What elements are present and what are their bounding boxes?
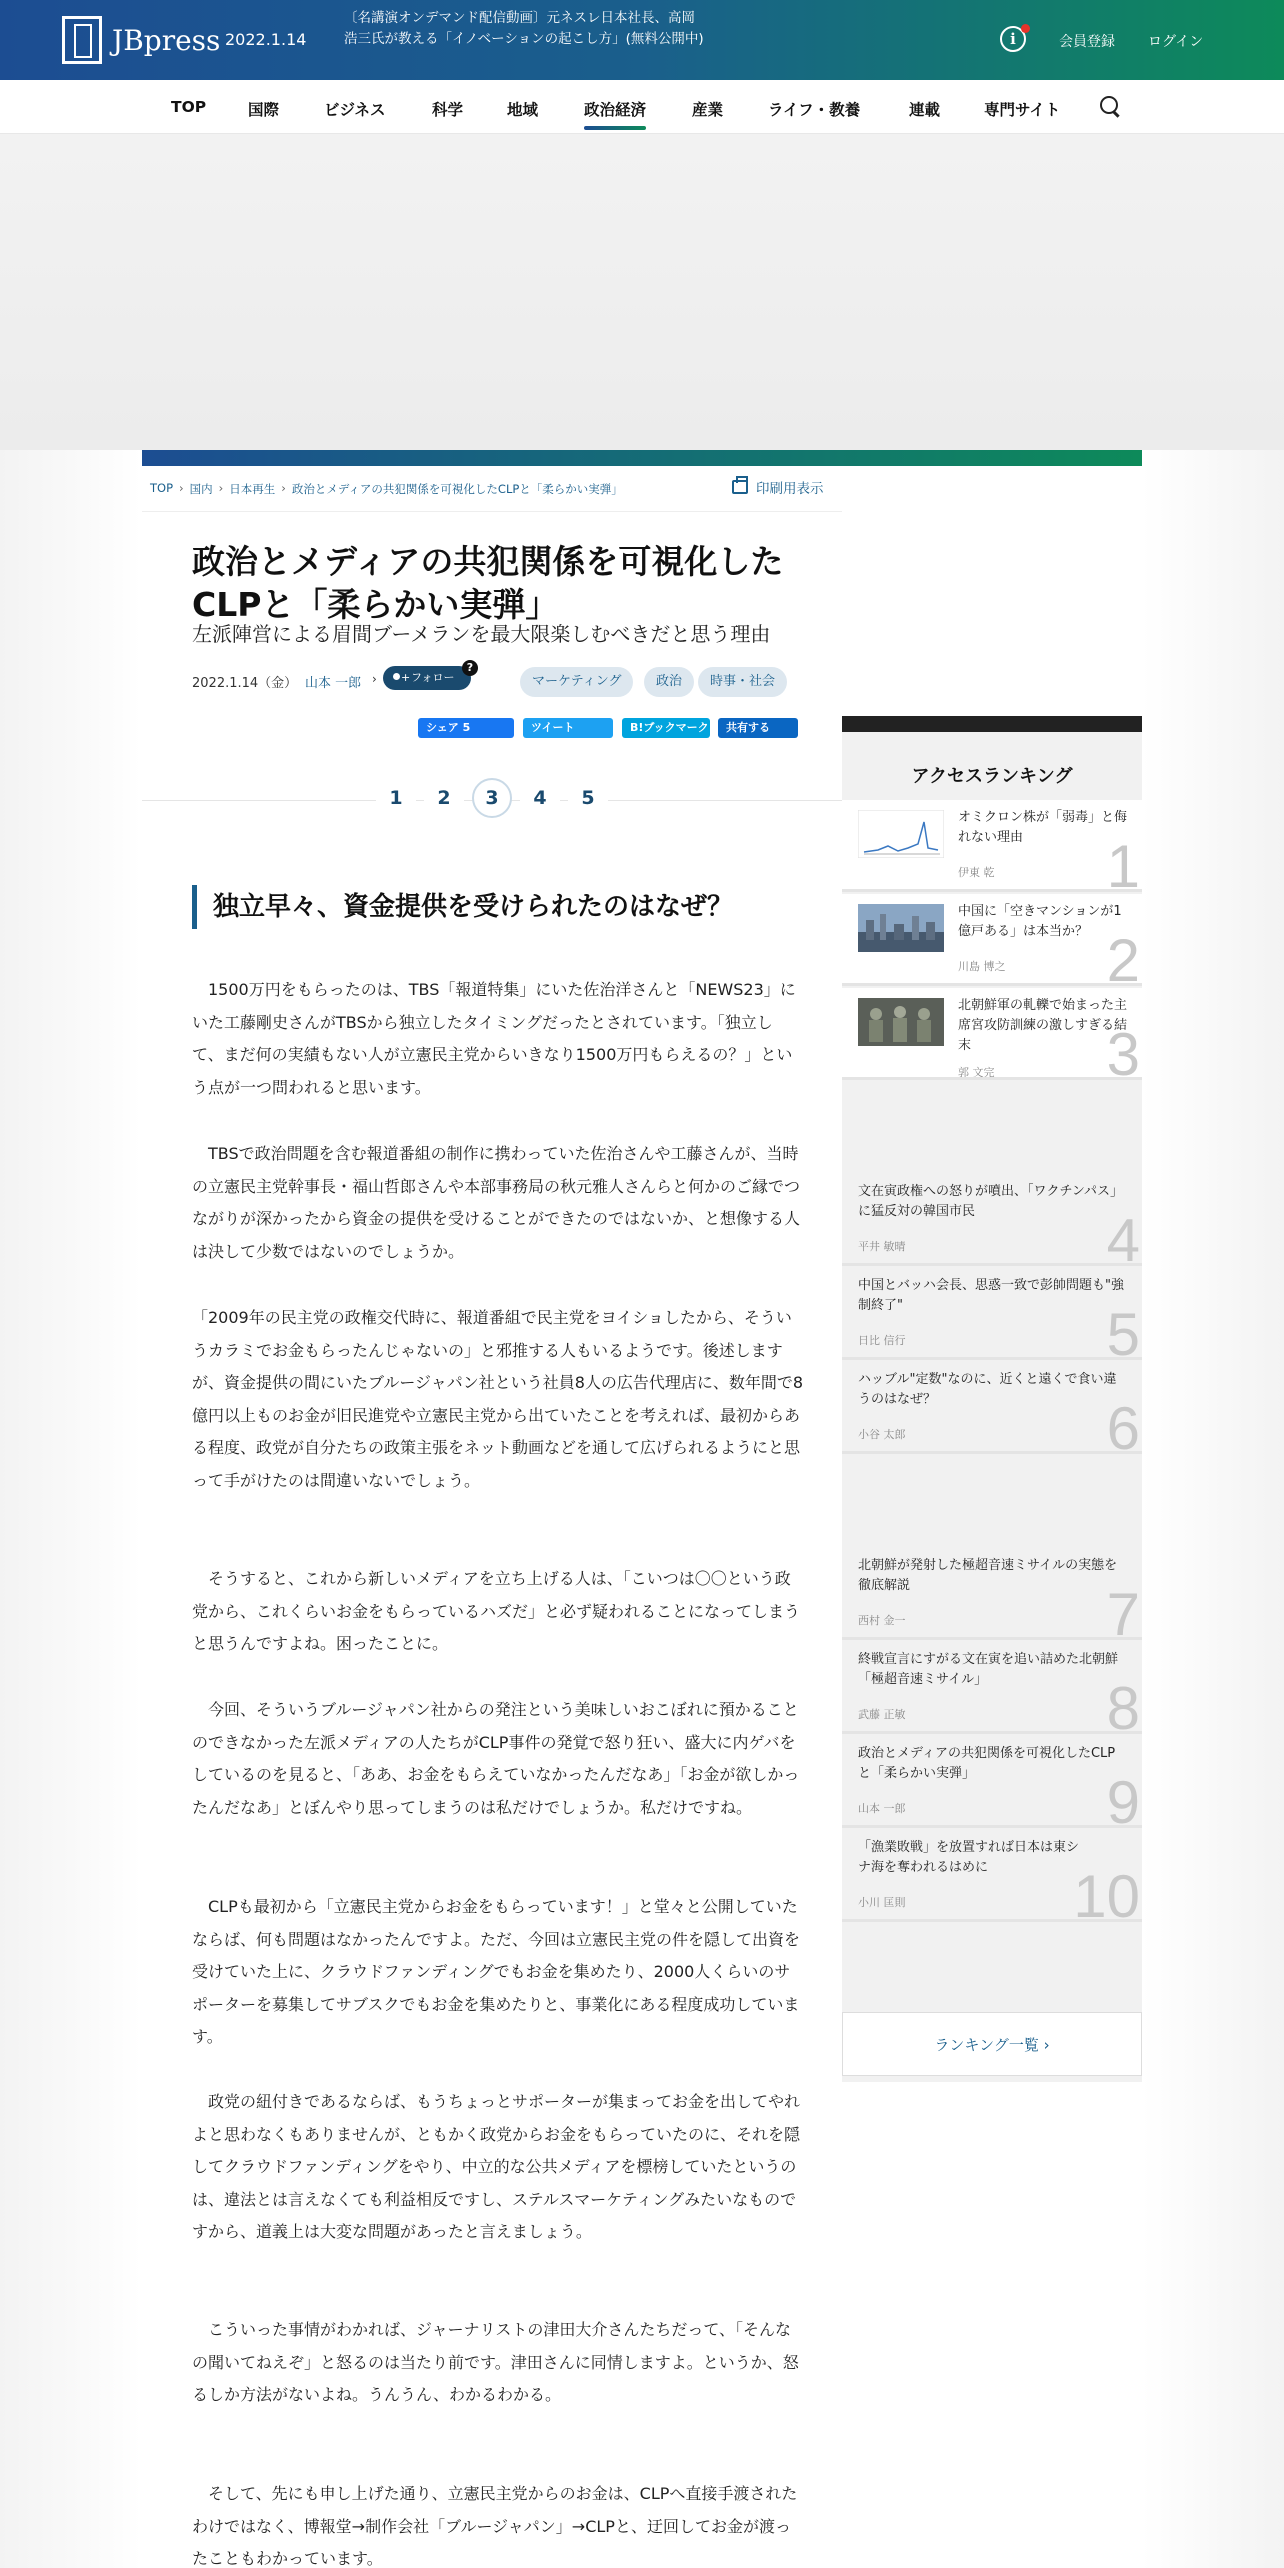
soldiers-thumbnail-icon: [858, 998, 944, 1046]
share-twitter-button[interactable]: ツイート: [523, 718, 613, 738]
ranking-number: 6: [1106, 1395, 1140, 1454]
ranking-item-title: 終戦宣言にすがる文在寅を追い詰めた北朝鮮「極超音速ミサイル」: [858, 1652, 1119, 1687]
breadcrumb: [150, 481, 623, 497]
ranking-item-title: 北朝鮮が発射した極超音速ミサイルの実態を徹底解説: [858, 1558, 1118, 1593]
ranking-number: 1: [1106, 833, 1140, 892]
ranking-item[interactable]: [842, 1736, 1142, 1828]
article-date: 2022.1.14（金）: [192, 676, 298, 691]
access-ranking-sidebar: [842, 716, 1142, 2082]
info-icon[interactable]: i: [1000, 26, 1026, 52]
logo-mark-icon: [62, 16, 102, 64]
article-paragraph: 1500万円をもらったのは、TBS「報道特集」にいた佐治洋さんと「NEWS23」にいた工藤剛史さんがTBSから独立したタイミングだったとされています。「独立して、まだ何の実績もない人が立憲民主党からいきなり1500万円もらえるの？」という点が一つ問われると思います。: [192, 980, 796, 1097]
article-paragraph: 政党の紐付きであるならば、もうちょっとサポーターが集まってお金を出してやれよと思わなくもありませんが、ともかく政党からお金をもらっていたのに、それを隠してクラウドファンディングをやり、中立的な公共メディアを標榜していたというのは、違法とは言えなくても利益相反ですし、ステルスマーケティングみたいなものですから、道義上は大変な問題があったと言えましょう。: [192, 2092, 801, 2241]
breadcrumb-top[interactable]: TOP: [150, 481, 174, 495]
ranking-list-link[interactable]: ランキング一覧 ›: [842, 2012, 1142, 2076]
share-linkedin-button[interactable]: 共有する: [718, 718, 798, 738]
ad-banner-area: [0, 134, 1284, 450]
follow-label: フォロー: [411, 671, 455, 684]
ranking-item-title: 北朝鮮軍の軋轢で始まった主席宮攻防訓練の激しすぎる結末: [958, 998, 1128, 1053]
login-link[interactable]: ログイン: [1148, 34, 1204, 50]
nav-item-business[interactable]: ビジネス: [324, 101, 386, 119]
page-link-3-current[interactable]: 3: [472, 778, 512, 818]
tag-marketing[interactable]: マーケティング: [520, 667, 633, 697]
ranking-number: 3: [1106, 1021, 1140, 1080]
ranking-item-title: ハッブル"定数"なのに、近くと遠くで食い違うのはなぜ？: [858, 1372, 1117, 1407]
site-logo[interactable]: [62, 16, 220, 64]
breadcrumb-domestic[interactable]: 国内: [189, 482, 213, 496]
breadcrumb-separator-icon: ›: [218, 481, 224, 495]
ranking-item[interactable]: [842, 1268, 1142, 1360]
ranking-item-author: 武藤 正敏: [858, 1708, 906, 1721]
chart-thumbnail-icon: [858, 810, 944, 858]
print-label: 印刷用表示: [756, 481, 824, 497]
breadcrumb-separator-icon: ›: [281, 481, 286, 495]
share-facebook-button[interactable]: シェア 5: [418, 718, 514, 738]
article-paragraph: そうすると、これから新しいメディアを立ち上げる人は、「こいつは〇〇という政党から、これくらいお金をもらっているハズだ」と必ず疑われることになってしまうと思うんですよね。困ったことに。: [192, 1569, 801, 1653]
ranking-item-author: 川島 博之: [958, 960, 1006, 973]
nav-item-international[interactable]: 国際: [248, 101, 280, 119]
nav-item-science[interactable]: 科学: [432, 101, 464, 119]
print-button[interactable]: [732, 477, 824, 497]
section-color-bar: [142, 450, 1142, 466]
ranking-item-author: 山本 一郎: [858, 1802, 906, 1815]
tag-politics[interactable]: 政治: [644, 667, 694, 697]
share-hatena-button[interactable]: B!ブックマーク: [622, 718, 710, 738]
ranking-item-author: 小谷 太郎: [858, 1428, 906, 1441]
nav-item-politics-economy[interactable]: 政治経済: [584, 98, 646, 120]
ranking-item-author: 西村 金一: [858, 1614, 906, 1627]
author-link[interactable]: 山本 一郎: [305, 676, 362, 691]
tag-current-affairs[interactable]: 時事・社会: [698, 667, 787, 697]
ranking-item-author: 郭 文完: [958, 1066, 995, 1079]
page-link-2[interactable]: 2: [424, 778, 464, 818]
ranking-item[interactable]: [842, 988, 1142, 1080]
main-nav: [0, 80, 1284, 134]
ranking-number: 4: [1106, 1207, 1140, 1266]
page-link-1[interactable]: 1: [376, 778, 416, 818]
ranking-item[interactable]: [842, 1174, 1142, 1266]
nav-item-special-sites[interactable]: 専門サイト: [984, 101, 1061, 119]
ranking-item[interactable]: [842, 1642, 1142, 1734]
ranking-number: 9: [1106, 1769, 1140, 1828]
ranking-item-author: 小川 匡則: [858, 1896, 906, 1909]
ranking-number: 10: [1073, 1863, 1140, 1922]
section-heading: 独立早々、資金提供を受けられたのはなぜ？: [192, 885, 802, 929]
header-date: 2022.1.14: [225, 30, 307, 49]
ranking-number: 7: [1106, 1581, 1140, 1640]
logo-text: JBpress: [112, 23, 221, 57]
breadcrumb-separator-icon: ›: [179, 481, 184, 495]
ranking-item[interactable]: [842, 1548, 1142, 1640]
article-paragraph: こういった事情がわかれば、ジャーナリストの津田大介さんたちだって、「そんなの聞いてねえぞ」と怒るのは当たり前です。津田さんに同情しますよ。というか、怒るしか方法がないよね。うんうん、わかるわかる。: [192, 2320, 799, 2404]
ranking-item[interactable]: [842, 800, 1142, 892]
article-paragraph: TBSで政治問題を含む報道番組の制作に携わっていた佐治さんや工藤さんが、当時の立憲民主党幹事長・福山哲郎さんや本部事務局の秋元雅人さんらと何かのご縁でつながりが深かったから資金の提供を受けることができたのではないか、と想像する人は決して少数ではないのでしょうか。: [192, 1144, 801, 1261]
follow-button[interactable]: [383, 666, 471, 690]
ranking-item-author: 平井 敏晴: [858, 1240, 906, 1253]
ranking-item[interactable]: [842, 894, 1142, 986]
breadcrumb-japan-revival[interactable]: 日本再生: [229, 482, 276, 496]
article-container: [142, 450, 1142, 2568]
article-title: 政治とメディアの共犯関係を可視化したCLPと「柔らかい実弾」: [192, 542, 784, 624]
ranking-number: 2: [1106, 927, 1140, 986]
ranking-number: 8: [1106, 1675, 1140, 1734]
printer-icon: [732, 480, 748, 494]
page-link-5[interactable]: 5: [568, 778, 608, 818]
ranking-item-author: 伊東 乾: [958, 866, 995, 879]
article-paragraph: 今回、そういうブルージャパン社からの発注という美味しいおこぼれに預かることのできなかった左派メディアの人たちがCLP事件の発覚で怒り狂い、盛大に内ゲバをしているのを見ると、「ああ、お金をもらえていなかったんだなあ」「お金が欲しかったんだなあ」とぼんやり思ってしまうのは私だけでしょうか。私だけですね。: [192, 1700, 800, 1817]
ranking-item[interactable]: [842, 1830, 1142, 1922]
nav-item-region[interactable]: 地域: [507, 101, 539, 119]
help-icon[interactable]: ?: [462, 660, 478, 676]
chevron-right-icon: ›: [372, 672, 377, 686]
ranking-item-author: 日比 信行: [858, 1334, 906, 1347]
ranking-item-title: 中国に「空きマンションが1億戸ある」は本当か？: [958, 904, 1122, 939]
article-paragraph: 「2009年の民主党の政権交代時に、報道番組で民主党をヨイショしたから、そういうカラミでお金もらったんじゃないの」と邪推する人もいるようです。後述しますが、資金提供の間にいたブルージャパン社という社員8人の広告代理店に、数年間で8億円以上ものお金が旧民進党や立憲民主党から出ていたことを考えれば、最初からある程度、政党が自分たちの政策主張をネット動画などを通して広げられるようにと思って手がけたのは間違いないでしょう。: [192, 1308, 804, 1490]
article-subtitle: 左派陣営による眉間ブーメランを最大限楽しむべきだと思う理由: [192, 622, 771, 646]
ranking-number: 5: [1106, 1301, 1140, 1360]
ranking-item[interactable]: [842, 1362, 1142, 1454]
divider: [142, 511, 842, 512]
page-link-4[interactable]: 4: [520, 778, 560, 818]
nav-item-series[interactable]: 連載: [909, 101, 941, 119]
city-thumbnail-icon: [858, 904, 944, 952]
search-icon[interactable]: [1100, 96, 1122, 118]
breadcrumb-current[interactable]: 政治とメディアの共犯関係を可視化したCLPと「柔らかい実弾」: [291, 482, 623, 496]
ranking-item-title: 「漁業敗戦」を放置すれば日本は東シナ海を奪われるはめに: [858, 1840, 1080, 1875]
header-news-link[interactable]: 〔名講演オンデマンド配信動画〕元ネスレ日本社長、高岡浩三氏が教える「イノベーションの起こし方」(無料公開中): [344, 10, 704, 47]
ranking-item-title: 文在寅政権への怒りが噴出、「ワクチンパス」に猛反対の韓国市民: [858, 1184, 1123, 1219]
nav-item-industry[interactable]: 産業: [692, 101, 724, 119]
site-header: [0, 0, 1284, 80]
ranking-item-title: 中国とバッハ会長、思惑一致で彭帥問題も"強制終了": [858, 1278, 1124, 1313]
article-paragraph: そして、先にも申し上げた通り、立憲民主党からのお金は、CLPへ直接手渡されたわけではなく、博報堂→制作会社「ブルージャパン」→CLPと、迂回してお金が渡ったこともわかっています。: [192, 2484, 798, 2568]
ranking-item-title: オミクロン株が「弱毒」と侮れない理由: [958, 810, 1128, 845]
sidebar-top-bar: [842, 716, 1142, 732]
ranking-title: アクセスランキング: [911, 766, 1073, 787]
article-paragraph: CLPも最初から「立憲民主党からお金をもらっています！」と堂々と公開していたならば、何も問題はなかったんですよ。ただ、今回は立憲民主党の件を隠して出資を受けていた上に、クラウドファンディングでもお金を集めたり、2000人くらいのサポーターを募集してサブスクでもお金を集めたりと、事業化にある程度成功しています。: [192, 1897, 801, 2046]
register-link[interactable]: 会員登録: [1059, 34, 1115, 50]
nav-item-life-culture[interactable]: ライフ・教養: [768, 101, 861, 119]
nav-item-top[interactable]: TOP: [171, 98, 207, 116]
ranking-item-title: 政治とメディアの共犯関係を可視化したCLPと「柔らかい実弾」: [858, 1746, 1116, 1781]
